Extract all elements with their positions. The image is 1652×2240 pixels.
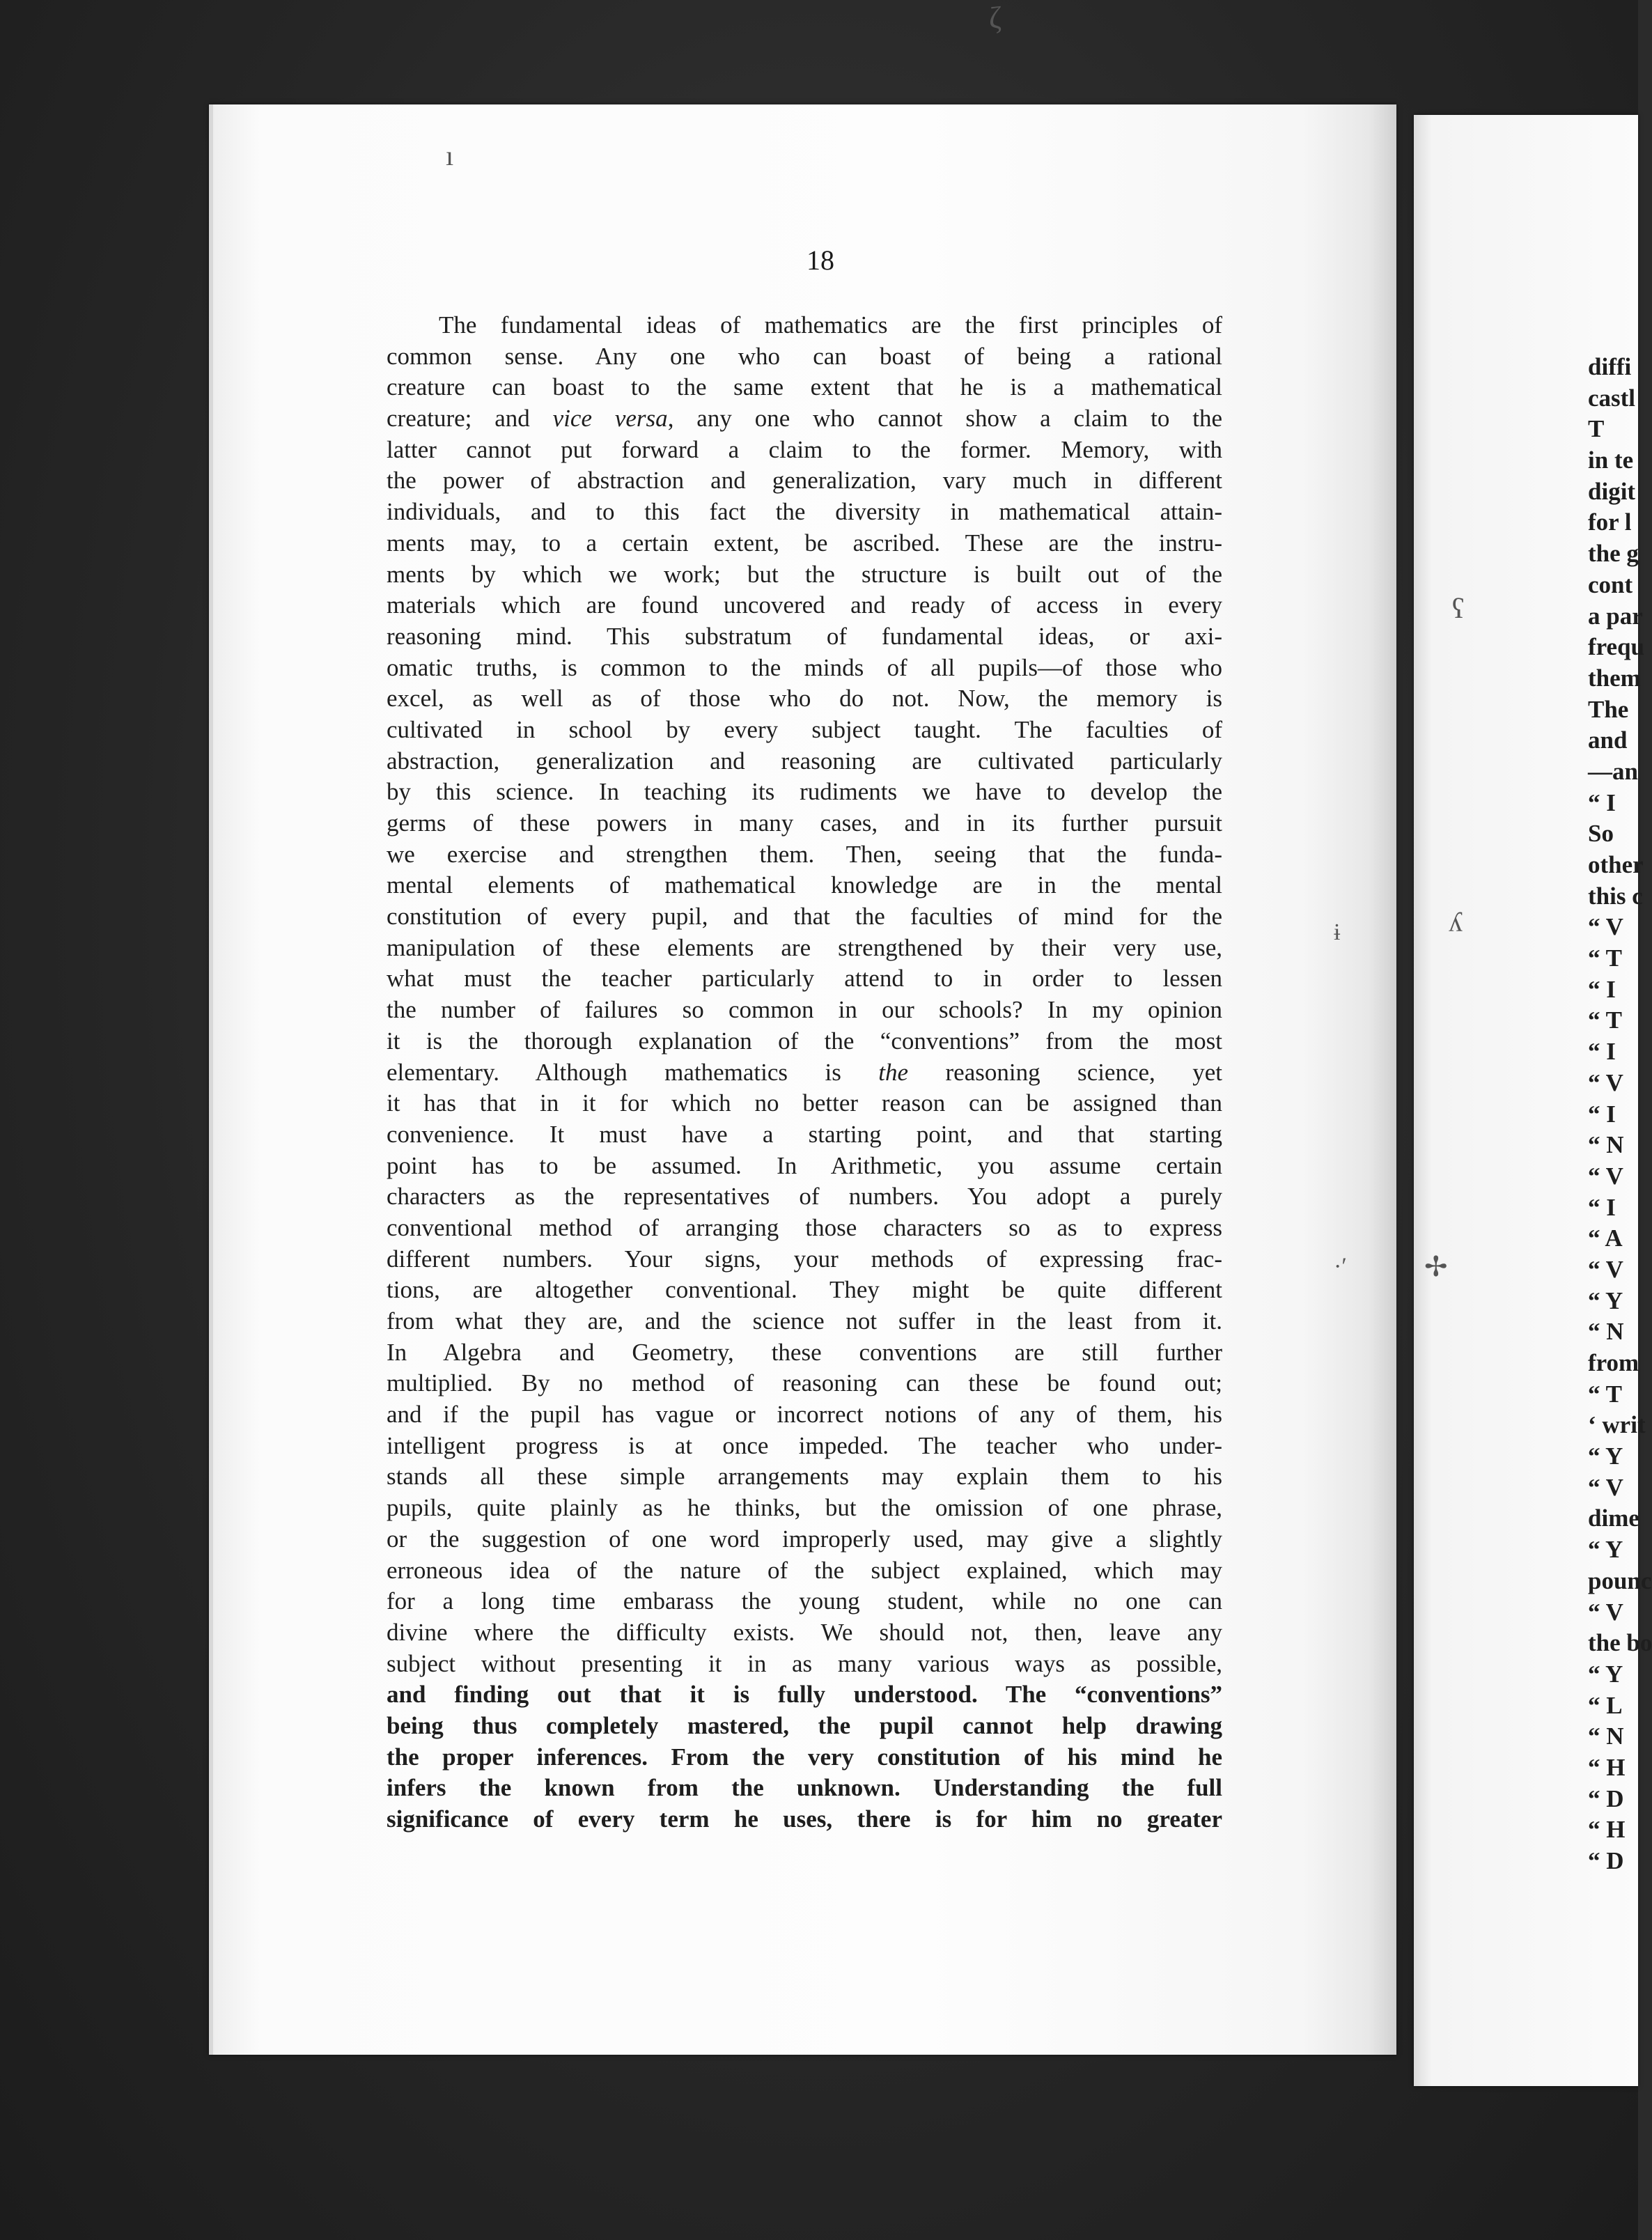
facing-text-fragment: the g <box>1588 540 1639 568</box>
facing-page-text <box>1588 352 1652 1877</box>
text-line: pupils, quite plainly as he thinks, but the omission of one phrase, <box>387 1494 1222 1522</box>
facing-text-fragment: digit <box>1588 477 1636 505</box>
text-line: and finding out that it is fully understood. The “conventions” <box>387 1681 1222 1709</box>
facing-text-fragment: other <box>1588 851 1644 878</box>
facing-text-fragment: “ V <box>1588 1598 1623 1626</box>
text-line: subject without presenting it in as many various ways as possible, <box>387 1649 1222 1677</box>
text-line: convenience. It must have a starting point, and that starting <box>387 1120 1222 1148</box>
text-line: latter cannot put forward a claim to the former. Memory, with <box>387 435 1222 463</box>
facing-text-fragment: “ V <box>1588 1068 1623 1096</box>
text-line: erroneous idea of the nature of the subject explained, which may <box>387 1556 1222 1584</box>
text-line: the proper inferences. From the very constitution of his mind he <box>387 1743 1222 1771</box>
facing-text-fragment: dime <box>1588 1504 1639 1532</box>
text-line: point has to be assumed. In Arithmetic, you assume certain <box>387 1151 1222 1179</box>
text-line: common sense. Any one who can boast of being a rational <box>387 342 1222 370</box>
facing-text-fragment: “ Y <box>1588 1442 1623 1470</box>
text-line: infers the known from the unknown. Understanding the full <box>387 1774 1222 1802</box>
text-line: the number of failures so common in our schools? In my opinion <box>387 996 1222 1024</box>
page-gutter-shadow <box>1369 104 1396 2055</box>
facing-text-fragment: a par <box>1588 602 1643 630</box>
facing-text-fragment: T <box>1588 415 1605 443</box>
facing-text-fragment: “ T <box>1588 1380 1622 1408</box>
text-line: different numbers. Your signs, your methods of expressing frac- <box>387 1245 1222 1273</box>
scan-speck: ʎ <box>1449 906 1463 938</box>
text-line: or the suggestion of one word improperly used, may give a slightly <box>387 1525 1222 1553</box>
scan-speck: ı <box>446 140 454 171</box>
facing-text-fragment: So <box>1588 820 1614 848</box>
facing-text-fragment: “ N <box>1588 1722 1624 1750</box>
text-line: In Algebra and Geometry, these conventions are still further <box>387 1338 1222 1366</box>
text-line: significance of every term he uses, there is for him no greater <box>387 1805 1222 1833</box>
facing-text-fragment: “ T <box>1588 1006 1622 1034</box>
text-line: reasoning mind. This substratum of fundamental ideas, or axi- <box>387 622 1222 650</box>
facing-text-fragment: The <box>1588 695 1629 723</box>
text-line: multiplied. By no method of reasoning can these be found out; <box>387 1369 1222 1397</box>
facing-text-fragment: castl <box>1588 384 1636 412</box>
body-paragraph <box>387 310 1222 1835</box>
text-line: characters as the representatives of numbers. You adopt a purely <box>387 1183 1222 1211</box>
facing-text-fragment: “ T <box>1588 944 1622 972</box>
facing-text-fragment: “ L <box>1588 1691 1623 1719</box>
facing-text-fragment: “ H <box>1588 1753 1626 1781</box>
facing-text-fragment: and <box>1588 726 1628 754</box>
facing-text-fragment: “ H <box>1588 1816 1626 1844</box>
text-line: The fundamental ideas of mathematics are the first principles of <box>439 311 1222 339</box>
facing-text-fragment: “ Y <box>1588 1536 1623 1564</box>
scan-speck: ζ <box>989 1 1002 35</box>
facing-text-fragment: from <box>1588 1349 1639 1376</box>
page-number: 18 <box>806 244 834 276</box>
text-line: elementary. Although mathematics is the reasoning science, yet <box>387 1058 1222 1086</box>
facing-text-fragment: in te <box>1588 446 1634 474</box>
facing-text-fragment: “ I <box>1588 975 1616 1003</box>
text-line: we exercise and strengthen them. Then, seeing that the funda- <box>387 840 1222 868</box>
text-line: constitution of every pupil, and that the faculties of mind for the <box>387 903 1222 931</box>
text-line: conventional method of arranging those characters so as to express <box>387 1213 1222 1241</box>
text-line: intelligent progress is at once impeded. The teacher who under- <box>387 1431 1222 1459</box>
facing-text-fragment: “ V <box>1588 1255 1623 1283</box>
facing-text-fragment: cont <box>1588 570 1633 598</box>
text-line: and if the pupil has vague or incorrect notions of any of them, his <box>387 1401 1222 1429</box>
text-line: manipulation of these elements are strengthened by their very use, <box>387 933 1222 961</box>
scan-speck: ʕ <box>1452 593 1465 624</box>
facing-text-fragment: them <box>1588 664 1641 692</box>
text-line: being thus completely mastered, the pupil cannot help drawing <box>387 1711 1222 1739</box>
text-line: creature can boast to the same extent that he is a mathematical <box>387 373 1222 401</box>
facing-text-fragment: “ Y <box>1588 1286 1623 1314</box>
text-line: cultivated in school by every subject taught. The faculties of <box>387 715 1222 743</box>
text-line: abstraction, generalization and reasoning are cultivated particularly <box>387 747 1222 775</box>
text-line: divine where the difficulty exists. We should not, then, leave any <box>387 1618 1222 1646</box>
text-line: excel, as well as of those who do not. Now, the memory is <box>387 685 1222 713</box>
text-line: stands all these simple arrangements may explain them to his <box>387 1463 1222 1491</box>
facing-text-fragment: the bo <box>1588 1629 1652 1657</box>
facing-text-fragment: frequ <box>1588 633 1645 661</box>
text-line: materials which are found uncovered and ready of access in every <box>387 591 1222 619</box>
text-line: tions, are altogether conventional. They might be quite different <box>387 1276 1222 1304</box>
facing-text-fragment: “ I <box>1588 1193 1616 1221</box>
text-line: for a long time embarass the young student, while no one can <box>387 1587 1222 1615</box>
facing-text-fragment: this c <box>1588 882 1643 910</box>
facing-text-fragment: “ I <box>1588 1100 1616 1128</box>
facing-text-fragment: “ V <box>1588 1162 1623 1190</box>
facing-text-fragment: —an <box>1588 757 1638 785</box>
facing-text-fragment: diffi <box>1588 353 1632 380</box>
facing-text-fragment: pounc <box>1588 1566 1652 1594</box>
facing-text-fragment: “ N <box>1588 1318 1624 1346</box>
text-line: it has that in it for which no better reason can be assigned than <box>387 1089 1222 1117</box>
facing-text-fragment: “ D <box>1588 1784 1624 1812</box>
facing-text-fragment: “ V <box>1588 1473 1623 1501</box>
facing-text-fragment: “ N <box>1588 1131 1624 1159</box>
text-line: creature; and vice versa, any one who cannot show a claim to the <box>387 405 1223 433</box>
scan-speck: ✢ <box>1424 1251 1448 1282</box>
text-line: from what they are, and the science not suffer in the least from it. <box>387 1307 1222 1335</box>
text-line: individuals, and to this fact the diversity in mathematical attain- <box>387 498 1222 526</box>
text-line: ments may, to a certain extent, be ascribed. These are the instru- <box>387 529 1222 557</box>
facing-text-fragment: “ I <box>1588 788 1616 816</box>
text-line: it is the thorough explanation of the “conventions” from the most <box>387 1027 1222 1055</box>
facing-text-fragment: “ D <box>1588 1847 1624 1874</box>
text-line: the power of abstraction and generalization, vary much in different <box>387 467 1222 495</box>
facing-text-fragment: ‘ writ <box>1588 1411 1646 1439</box>
facing-text-fragment: “ I <box>1588 1038 1616 1066</box>
text-line: omatic truths, is common to the minds of all pupils—of those who <box>387 653 1222 681</box>
text-line: germs of these powers in many cases, and in its further pursuit <box>387 809 1222 837</box>
facing-text-fragment: for l <box>1588 508 1632 536</box>
text-line: mental elements of mathematical knowledge are in the mental <box>387 871 1222 899</box>
text-line: ments by which we work; but the structure is built out of the <box>387 560 1222 588</box>
text-line: by this science. In teaching its rudiments we have to develop the <box>387 778 1222 806</box>
scan-speck: ɨ <box>1334 919 1341 945</box>
facing-text-fragment: “ V <box>1588 913 1623 941</box>
facing-text-fragment: “ Y <box>1588 1660 1623 1688</box>
facing-text-fragment: “ A <box>1588 1224 1623 1252</box>
text-line: what must the teacher particularly attend to in order to lessen <box>387 965 1222 993</box>
scan-speck: ·ʹ <box>1334 1254 1347 1280</box>
